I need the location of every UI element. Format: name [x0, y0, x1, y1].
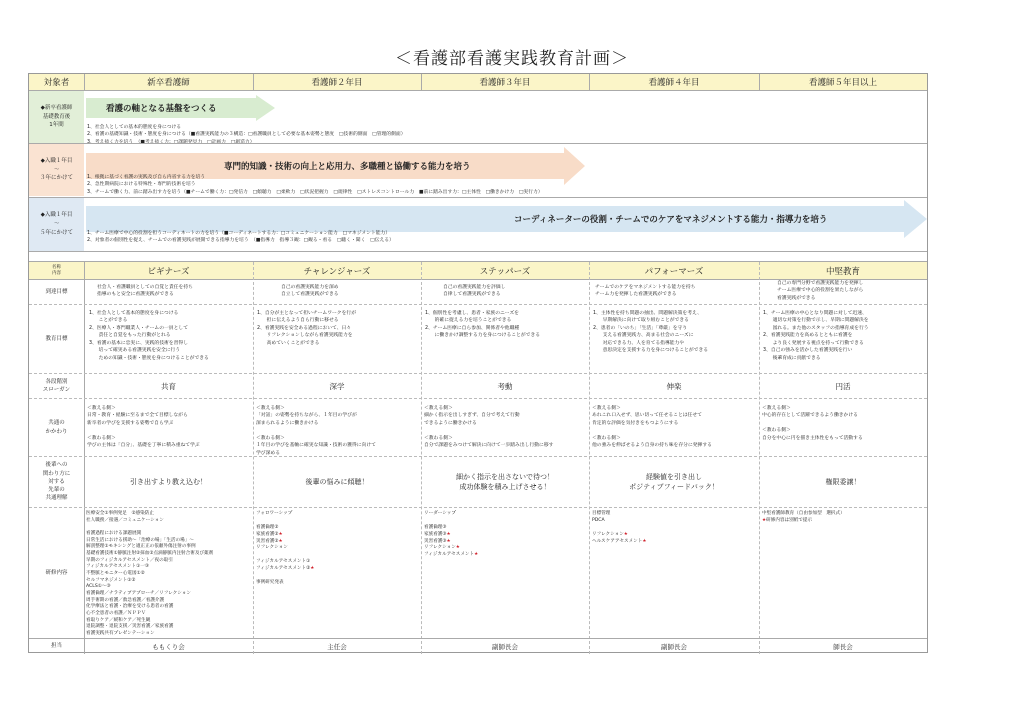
row-label-shared-understanding — [29, 457, 84, 507]
corner-label-content: 内容 — [52, 270, 61, 276]
in-charge-4: 副師長会 — [661, 643, 687, 651]
approach-cell-1: ＜教える側＞ 日常・教育・経験に至るまで全て目標しながら 新卒者の学びを支援する姿勢で自ら学ぶ ＜教わる側＞ 学びの主体は「自分」、基礎を丁寧に積み重ねて学ぶ — [87, 406, 200, 449]
row-label-text: 各段階別 — [45, 378, 68, 385]
edu-cell-1: 1、社会人として基本的態度を身につける ことができる 2、医療人・専門職業人・チームの一員として 責任と自覚をもった行動がとれる 3、看護の基本に忠実に、実践的技術を習得し 培って確実ある看護実践を安全に行う ための知識・技術・態度を身につけることができる — [89, 311, 209, 361]
band-3-objectives: 1、チーム医療で中心的役割を担うコーディネートの力を培う（■コーディネートする力：□コミュニケーション能力 □マネジメント能力） 2、対象者の個別性を捉え、チームでの看護実践が展開できる指導力を培う （■指導力 指導３観：□観る・看る □聴く・聞く □伝える） — [87, 231, 394, 244]
training-cell-3: リーダーシップ 看護倫理③ 家族看護③★ 災害看護③★ リフレクション★ フィジカルアセスメント★ — [424, 511, 479, 558]
edu-cell-4: 1、主体性を持ち問題の抽出、問題解決策を考え、 早期解決に向けて取り組むことができる 2、患者の「いのち」「生活」「尊厳」を守り 支える看護実践力、高まる社会のニーズに 対応できる力、人を育てる指導能力や 意思決定を支援する力を身につけることができる — [593, 311, 709, 354]
band-2-label-line: ～ — [53, 166, 60, 173]
star-mark-icon: ★ — [446, 531, 451, 537]
band-3-label — [29, 198, 84, 251]
row-label-text: 後輩への — [45, 462, 68, 469]
row-label-text: 担当 — [50, 643, 62, 650]
star-mark-icon: ★ — [642, 538, 647, 544]
training-cell-5: 中堅看護師教育（自由参加型 選択式） ★研修内容は別紙で提示 — [762, 511, 845, 523]
program-name-5: 中堅教育 — [759, 262, 927, 279]
row-label-goal — [29, 280, 84, 304]
band-1-label — [29, 91, 84, 143]
star-mark-icon: ★ — [310, 566, 315, 572]
approach-cell-5: ＜教える側＞ 中心的存在として活躍できるよう働きかける ＜教わる側＞ 自分を中心に円を描き主体性をもって活動する — [762, 406, 863, 441]
understanding-3: 細かく指示を出さないで待つ！ 成功体験を積み上げさせる！ — [456, 472, 554, 491]
slogan-3: 考動 — [497, 381, 513, 391]
row-label-text: 共通理解 — [45, 495, 68, 502]
approach-cell-3: ＜教える側＞ 細かく指示を出しすぎず、自分で考えて行動 できるように働きかける ＜教わる側＞ 自分で課題をみつけて解決に向けて一歩踏み出し行動に移す — [424, 406, 554, 449]
in-charge-2: 主任会 — [327, 643, 347, 651]
program-name-2: チャレンジャーズ — [253, 262, 421, 279]
program-name-3: ステッパーズ — [421, 262, 589, 279]
star-mark-icon: ★ — [623, 531, 628, 537]
goal-cell-1: 社会人・看護職員としての自覚と責任を持ち 指導のもと安全に看護実践ができる — [97, 285, 193, 298]
program-name-1: ビギナーズ — [84, 262, 253, 279]
band-1-objectives: 1、社会人としての基本的態度を身につける 2、看護の基礎知識・技術・態度を身につける（■看護実践能力の３構造：□看護職員として必要な基本姿勢と態度 □技術的側面 □管理的側面） 3、考え抜く力を培う （■考え抜く力：□課題発見力 □計画力 □創造力） — [87, 125, 406, 145]
program-header-corner — [29, 262, 84, 279]
row-label-text: 共通の — [48, 420, 65, 427]
edu-cell-5: 1、チーム医療の中心となり問題に対して迅速、 適切な対策を行動で示し、早期に問題解決を 図れる。また他のスタッフの指導育成を行う 2、看護実践能力を高めるとともに看護を より良く発展する視点を持って行動できる 3、自己の強みを活かした看護実践を行い 後輩育成に貢献できる — [763, 311, 869, 361]
understanding-4: 経験値を引き出し ポジティブフィードバック！ — [629, 472, 719, 491]
education-plan-table — [28, 73, 928, 653]
training-cell-1: 医療安全①事例発足 ②感染防止 社人職務／接遇／コミュニケーション 看護過程における課題展開 日常生活における援助～「治療の場」「生活の場」～ 解剖整理①モキシングと適正正の依頼外傷注射の事例 基礎看護技術①静脈注射②採血②点滴静脈内注射合術及び薬剤 早期のフィジカルアセスメント／夜の取引 フィジカルアセスメント①一③ 不整脈とモニター心電図①② セルフマネジメント①② ACLS①～③ 看護倫理／ナラティブアプローチ／リフレクション 周手術期の看護／救急看護／看護介護 化学療法と看護・治療を受ける患者の看護 心不全患者の看護／ＮＰＰＶ 看取りケア／緩和ケア／死生観 退院調整・退院支援／災害看護／家族看護 看護実践共有プレゼンテーション — [86, 511, 214, 636]
row-label-training — [29, 508, 84, 638]
row-label-text: 関わり方に — [42, 470, 71, 477]
star-mark-icon: ★ — [278, 538, 283, 544]
star-mark-icon: ★ — [474, 552, 479, 558]
row-label-text: 対する — [48, 478, 65, 485]
row-label-in-charge — [29, 639, 84, 654]
row-label-education-goal — [29, 305, 84, 373]
goal-cell-2: 自己の看護実践能力を深め 自立して看護実践ができる — [281, 285, 339, 298]
band-1-label-line: 1年間 — [49, 122, 64, 129]
band-3-label-line: ～ — [53, 221, 60, 228]
band-3-label-line: ５年にかけて — [39, 229, 73, 236]
star-mark-icon: ★ — [278, 531, 283, 537]
row-label-common-approach — [29, 399, 84, 456]
page-title: ＜看護部看護実践教育計画＞ — [395, 49, 629, 69]
star-mark-icon: ★ — [455, 545, 460, 551]
program-name-4: パフォーマーズ — [589, 262, 759, 279]
band-3-arrow-text: コーディネーターの役割・チームでのケアをマネジメントする能力・指導力を培う — [514, 215, 828, 225]
slogan-4: 伸楽 — [666, 381, 682, 391]
understanding-2: 後輩の悩みに傾聴！ — [305, 477, 369, 486]
band-2-objectives: 1、根拠に基づく看護の実践及び自ら内省する力を培う 2、急性期病院における特殊性・専門的技術を培う 3、チームで働く力、前に踏み出す力を培う（■チームで働く力：□発信力 □傾聴力 □柔軟力 □状況把握力 □規律性 □ストレスコントロール力 ■前に踏み出す力：□主体性 □働きかけ力 □実行力） — [87, 175, 543, 195]
row-label-text: かかわり — [45, 428, 68, 435]
understanding-1: 引き出すより教え込む！ — [130, 477, 207, 486]
band-1-arrow-text: 看護の軸となる基盤をつくる — [106, 104, 217, 114]
header-corner: 対象者 — [29, 74, 84, 91]
training-cell-4: 目標管理 PDCA リフレクション★ ヘルスケアアセスメント★ — [592, 511, 647, 544]
slogan-5: 円活 — [835, 381, 851, 391]
band-2-arrow-text: 専門的知識・技術の向上と応用力、多職種と協働する能力を培う — [224, 162, 471, 172]
star-mark-icon: ★ — [446, 538, 451, 544]
row-label-text: 教育目標 — [45, 335, 68, 342]
band-2-label-line: ３年にかけて — [39, 175, 73, 182]
approach-cell-4: ＜教える側＞ あれこれ口入せず、思い切って任せることは任せて 肯定的な評価を気付きをもつようにする ＜教わる側＞ 他の強みを伸ばせるよう自身の持ち味を存分に発揮する — [592, 406, 712, 449]
row-label-text: スローガン — [42, 387, 71, 393]
band-2-label-line: ◆入職１年目 — [40, 157, 73, 164]
band-1-label-line: ◆新卒看護師 — [40, 104, 73, 111]
header-year-5: 看護師５年目以上 — [759, 74, 927, 91]
in-charge-3: 副師長会 — [492, 643, 518, 651]
slogan-2: 深学 — [329, 381, 345, 391]
goal-cell-3: 自己の看護実践能力を評価し 自律して看護実践ができる — [443, 285, 506, 298]
row-label-text: 先輩の — [48, 487, 65, 494]
corner-label-name: 名称 — [52, 265, 61, 271]
slogan-1: 共育 — [161, 381, 176, 391]
edu-cell-3: 1、個別性を考慮し、患者・家族のニーズを 的確に捉える力を培うことができる 2、チーム医療に自ら参加、関係者や他職種 に働きかけ調整する力を身につけることができる — [425, 311, 541, 339]
band-1-label-line: 基礎教育後 — [42, 113, 71, 120]
row-label-text: 到達目標 — [45, 288, 68, 295]
program-table — [29, 261, 927, 654]
training-cell-2: フォロワーシップ 看護倫理② 家族看護②★ 災害看護②★ リフレクション フィジカルアセスメント① フィジカルアセスメント②★ 事例研究発表 — [256, 511, 315, 585]
band-3-label-line: ◆入職１年目 — [40, 212, 73, 219]
header-year-2: 看護師２年目 — [253, 74, 421, 91]
header-year-3: 看護師３年目 — [421, 74, 589, 91]
band-3 — [84, 198, 927, 251]
goal-cell-4: チームでのケアをマネジメントする能力を持ち チーム力を発揮した看護実践ができる — [595, 285, 696, 298]
edu-cell-2: 1、自分が主となって担いチームワークを行が 担に伝えるよう自ら行動に移せる 2、看護実践を安全ある過程において、日々 リフレクションしながら看護実践能力を 高めていくことができる — [257, 311, 356, 346]
goal-cell-5: 自己の専門分野で看護実践能力を発揮し チーム医療で中心的役割を果たしながら 看護実践ができる — [777, 281, 864, 301]
in-charge-1: ももくり会 — [152, 643, 185, 651]
star-mark-icon: ★ — [762, 517, 767, 523]
understanding-5: 権限委譲！ — [825, 477, 861, 486]
header-year-1: 新卒看護師 — [84, 74, 253, 91]
band-1 — [84, 91, 927, 143]
band-2 — [84, 144, 927, 196]
header-year-4: 看護師４年目 — [589, 74, 759, 91]
in-charge-5: 師長会 — [833, 643, 853, 651]
approach-cell-2: ＜教える側＞ 「対話」の姿勢を持ちながら、１年目の学びが 深まられるように働きかける ＜教わる側＞ １年目の学びを基軸に確実な知識・技術の獲得に向けて 学び深める — [256, 406, 376, 456]
row-label-slogan — [29, 374, 84, 398]
row-label-text: 研修内容 — [45, 569, 68, 576]
band-2-label — [29, 144, 84, 196]
